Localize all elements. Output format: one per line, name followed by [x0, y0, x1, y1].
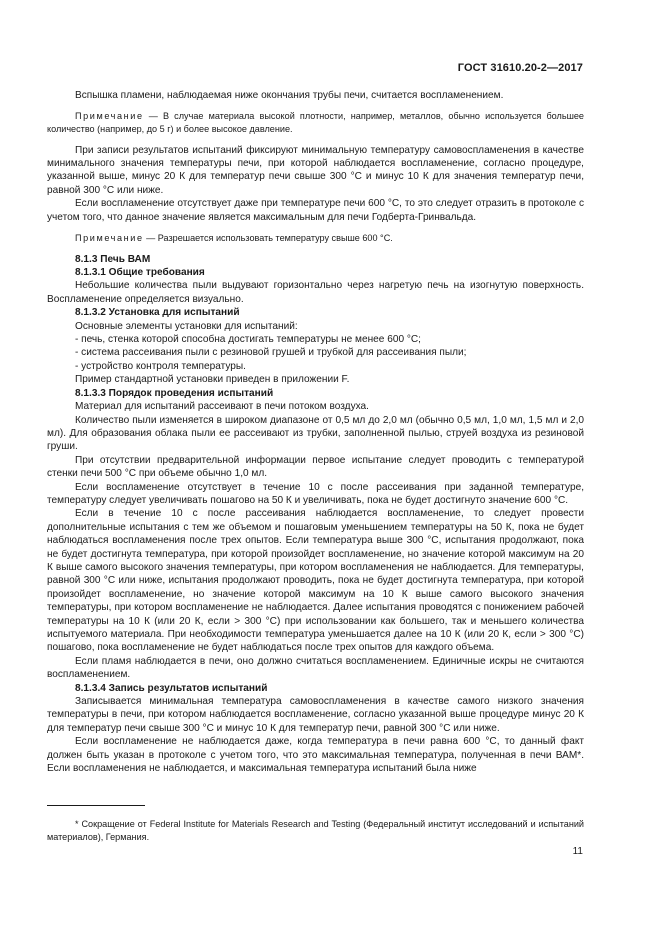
footnote: * Сокращение от Federal Institute for Materials Research and Testing (Федеральный институт исследований и испытаний материалов), Германия. [47, 819, 584, 842]
list-item: - система рассеивания пыли с резиновой грушей и трубкой для рассеивания пыли; [75, 347, 467, 359]
document-body [47, 89, 584, 775]
paragraph: Пример стандартной установки приведен в приложении F. [75, 374, 350, 386]
paragraph: Записывается минимальная температура самовоспламенения в качестве самого низкого значения температуры в печи, при котором наблюдается воспламенение, согласно указанной выше процедуре минус 20 К для температур печи свыше 300 °C и минус 10 К для температур печи, равной 300 °C или ниже. [47, 696, 584, 734]
paragraph: Если воспламенение отсутствует даже при температуре печи 600 °C, то это следует отразить в протоколе с учетом того, что данное значение является максимальным для печи Годберта-Гринвальда. [47, 198, 584, 223]
section-heading: 8.1.3.3 Порядок проведения испытаний [75, 387, 274, 399]
paragraph: Если пламя наблюдается в печи, оно должно считаться воспламенением. Единичные искры не считаются воспламенением. [47, 655, 584, 681]
section-heading: 8.1.3.1 Общие требования [75, 267, 205, 279]
paragraph: Основные элементы установки для испытаний: [75, 320, 298, 332]
note [47, 232, 584, 245]
note-text: — Разрешается использовать температуру свыше 600 °C. [143, 233, 393, 244]
paragraph: Если в течение 10 с после рассеивания наблюдается воспламенение, то следует провести дополнительные испытания с тем же объемом и пошаговым уменьшением температуры на 50 К, пока не будет наблюдаться воспламенения после трех опытов. Если температура выше 300 °C, испытания продолжают, пока не будет достигнута температура, при которой произойдет воспламенение, но значение которой максимум на 20 К выше самого высокого значения температуры, при котором воспламенения не наблюдается. Для температуры, равной 300 °C или ниже, испытания продолжают проводить, пока не будет достигнута температура, при которой произойдет воспламенение, но значение которой максимум на 10 К выше самого высокого значения температуры, при котором воспламенение не наблюдается. Далее испытания проводятся с понижением рабочей температуры на 10 К (или 20 К, если > 300 °C) при использовании как большего, так и меньшего количества испытуемого материала. При необходимости температура уменьшается далее на 10 К (или 20 К, если > 300 °C) пошагово, пока воспламенение не будет наблюдаться после трех опытов для каждого объема. [47, 508, 584, 654]
paragraph: Если воспламенение отсутствует в течение 10 с после рассеивания при заданной температуре, температуру следует увеличивать пошагово на 50 К и увеличивать, пока не будет достигнуто значение 600 °C. [47, 481, 584, 506]
note-label: Примечание [75, 111, 144, 122]
note-label: Примечание [75, 233, 144, 244]
paragraph: Вспышка пламени, наблюдаемая ниже окончания трубы печи, считается воспламенением. [75, 90, 504, 101]
note [47, 110, 584, 135]
paragraph: Количество пыли изменяется в широком диапазоне от 0,5 мл до 2,0 мл (обычно 0,5 мл, 1,0 мл, 1,5 мл и 2,0 мл). Для образования облака пыли ее рассеивают из трубки, заполненной пылью, струей воздуха из резиновой груши. [47, 414, 584, 453]
section-heading: 8.1.3.4 Запись результатов испытаний [75, 682, 268, 694]
document-header: ГОСТ 31610.20-2—2017 [457, 62, 583, 74]
list-item: - устройство контроля температуры. [75, 360, 246, 372]
list-item: - печь, стенка которой способна достигать температуры не менее 600 °C; [75, 334, 421, 346]
note-text: — В случае материала высокой плотности, например, металлов, обычно используется большее количество (например, до 5 г) и более высокое давление. [47, 111, 584, 134]
footnote-divider [47, 805, 145, 806]
section-heading: 8.1.3 Печь ВАМ [75, 253, 151, 265]
paragraph: Если воспламенение не наблюдается даже, когда температура в печи равна 600 °C, то данный факт должен быть указан в протоколе с учетом того, что это максимальная температура, полученная в печи ВАМ*. Если воспламенения не наблюдается, и максимальная температура испытаний была ниже [47, 736, 584, 775]
paragraph: При записи результатов испытаний фиксируют минимальную температуру самовоспламенения в качестве минимального значения температуры печи, при которой наблюдается воспламенение, согласно процедуре, указанной выше, минус 20 К для температур печи свыше 300 °C и минус 10 К для значения температур печи, равной 300 °C или ниже. [47, 144, 584, 196]
page-number: 11 [572, 846, 583, 857]
paragraph: Небольшие количества пыли выдувают горизонтально через нагретую печь на изогнутую поверхность. Воспламенение определяется визуально. [47, 280, 584, 305]
paragraph: При отсутствии предварительной информации первое испытание следует проводить с температурой стенки печи 500 °C при объеме обычно 1,0 мл. [47, 454, 584, 480]
paragraph: Материал для испытаний рассеивают в печи потоком воздуха. [75, 401, 369, 413]
section-heading: 8.1.3.2 Установка для испытаний [75, 307, 240, 319]
